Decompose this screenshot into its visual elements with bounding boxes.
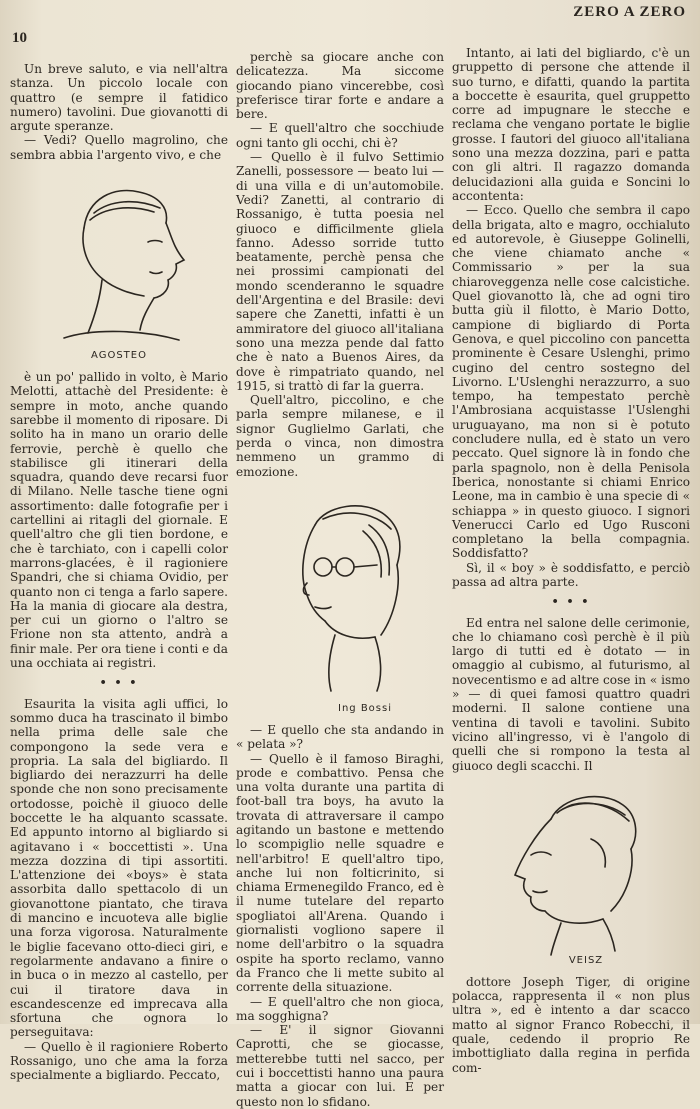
paragraph: Sì, il « boy » è soddisfatto, e perciò passa ad altra parte. xyxy=(452,560,690,589)
masthead: ZERO A ZERO xyxy=(573,4,686,20)
paragraph: Quell'altro, piccolino, e che parla sempre milanese, e il signor Guglielmo Garlati, che perda o vinca, non dimostra nemmeno un grammo di emozione. xyxy=(236,393,444,479)
paragraph: — Ecco. Quello che sembra il capo della brigata, alto e magro, occhialuto ed autorevole, è Giuseppe Golinelli, che viene chiamato anche « Commissario » per la sua chiaroveggenza nelle cose calcistiche. Quel giovanotto là, che ad ogni tiro butta giù il filotto, è Mario Dotto, campione di bigliardo di Porta Genova, e quel piccolino con pancetta prominente è Cesare Uslenghi, primo cugino del centro sostegno del Livorno. L'Uslenghi nerazzurro, a suo tempo, ha tempestato perchè l'Ambrosiana acquistasse l'Uslenghi uruguayano, ma non si è potuto concludere nulla, ed è stato un vero peccato. Quel signore là in fondo che parla spagnolo, non è della Penisola Iberica, nonostante si chiami Enrico Leone, ma in cambio è una specie di « schiappa » in questo giuoco. I signori Venerucci Carlo ed Ugo Rusconi completano la bella compagnia. Soddisfatto? xyxy=(452,203,690,561)
section-separator: • • • xyxy=(99,676,139,690)
paragraph: dottore Joseph Tiger, di origine polacca, rappresenta il « non plus ultra », ed è intento a dar scacco matto al signor Franco Robecchi, il quale, cedendo il proprio Re imbottigliato dalla regina in perfida com- xyxy=(452,974,690,1075)
paragraph: Esaurita la visita agli uffici, lo sommo duca ha trascinato il bimbo nella prima delle sale che compongono la sede vera e propria. La sala del bigliardo. Il bigliardo dei nerazzurri ha delle sponde che non sono precisamente ortodosse, poichè il giuoco delle boccette le ha alquanto scassate. Ed appunto intorno al bigliardo si agitavano i « boccettisti ». Una mezza dozzina di tipi assortiti. L'attenzione dei «boys» è stata assorbita dallo spettacolo di un giovanottone piantato, che tirava di mancino e incuoteva alle biglie una forza vigorosa. Naturalmente le biglie facevano otto-dieci giri, e regolarmente andavano a finire o in buca o in mezzo al castello, per cui il tiratore dava in escandescenze ed imprecava alla sfortuna che ognora lo perseguitava: xyxy=(10,696,228,1040)
paragraph: — Quello è il famoso Biraghi, prode e combattivo. Pensa che una volta durante una partita di foot-ball tra boys, ha avuto la trovata di attraversare il campo agitando un bastone e mettendo lo scompiglio nelle squadre e nell'arbitro! E quell'altro tipo, anche lui non folticrinito, si chiama Ermenegildo Franco, ed è il nume tutelare del reparto spogliatoi all'Arena. Quando i giornalisti vogliono sapere il nome dell'arbitro o la squadra ospite ha sporto reclamo, vanno da Franco che li mette subito al corrente della situazione. xyxy=(236,751,444,995)
section-separator: • • • xyxy=(551,595,591,609)
paragraph: è un po' pallido in volto, è Mario Melotti, attachè del Presidente: è sempre in moto, anche quando sarebbe il momento di riposare. Di solito ha in mano un orario delle ferrovie, perchè è quello che stabilisce gli itinerari della squadra, quando deve recarsi fuor di Milano. Nelle tasche tiene ogni assortimento: dalle fotografie per i cartellini ai ritagli del giornale. E quell'altro che gli tien bordone, e che è tarchiato, con i capelli color marrons-glacées, è il ragioniere Spandri, che si chiama Ovidio, per quanto non ci tenga a farlo sapere. Ha la mania di giocare ala destra, per cui un giorno o l'altro se Frione non sta attento, andrà a finir male. Per ora tiene i conti e da una occhiata ai registri. xyxy=(10,370,228,671)
paragraph: Intanto, ai lati del bigliardo, c'è un gruppetto di persone che attende il suo turno, e difatti, quando la partita a boccette è esaurita, quel gruppetto corre ad impugnare le stecche e reclama che vengano portate le biglie grosse. I fautori del giuoco all'italiana sono una mezza dozzina, pari e patta con gli altri. Il ragazzo domanda delucidazioni alla guida e Soncini lo accontenta: xyxy=(452,46,690,203)
column-3 xyxy=(452,46,690,1075)
sketch-caption: Ing Bossi xyxy=(338,702,392,714)
page-number: 10 xyxy=(12,30,27,46)
paragraph: — E quell'altro che socchiude ogni tanto gli occhi, chi è? xyxy=(236,121,444,150)
paragraph: Un breve saluto, e via nell'altra stanza. Un piccolo locale con quattro (e sempre il fatidico numero) tavolini. Due giovanotti di argute speranze. xyxy=(10,62,228,134)
caricature-sketch-bossi xyxy=(265,485,415,717)
paragraph: — E quello che sta andando in « pelata »? xyxy=(236,722,444,752)
column-2 xyxy=(236,50,444,1109)
sketch-caption: AGOSTEO xyxy=(91,350,147,362)
column-1 xyxy=(10,62,228,1083)
caricature-sketch-agosteo xyxy=(44,168,194,364)
paragraph: perchè sa giocare anche con delicatezza. Ma siccome giocando piano vincerebbe, così preferisce tirar forte e andare a bere. xyxy=(236,50,444,122)
paragraph: — Vedi? Quello magrolino, che sembra abbia l'argento vivo, e che xyxy=(10,133,228,162)
paragraph: — E' il signor Giovanni Caprotti, che se giocasse, metterebbe tutti nel sacco, per cui i boccettisti hanno una paura matta a giocar con lui. E per questo non lo sfidano. xyxy=(236,1023,444,1109)
paragraph: Ed entra nel salone delle cerimonie, che lo chiamano così perchè è il più largo di tutti ed è dotato — in omaggio al cubismo, al futurismo, al novecentismo e ad altre cose in « ismo » — di quei famosi quattro quadri moderni. Il salone contiene una ventina di tavoli e tavolini. Subito vicino all'ingresso, vi è l'angolo di quelli che si rompono la testa al giuoco degli scacchi. Il xyxy=(452,615,690,773)
caricature-sketch-veisz xyxy=(491,779,651,969)
paragraph: — Quello è il ragioniere Roberto Rossanigo, uno che ama la forza specialmente a bigliardo. Peccato, xyxy=(10,1039,228,1083)
sketch-caption: VEISZ xyxy=(568,954,604,966)
paragraph: — Quello è il fulvo Settimio Zanelli, possessore — beato lui — di una villa e di un'automobile. Vedi? Zanetti, al contrario di Rossanigo, è tutta poesia nel giuoco e difficilmente gliela fanno. Adesso sorride tutto beatamente, perchè pensa che nei prossimi campionati del mondo scenderanno le squadre dell'Argentina e del Brasile: devi sapere che Zanetti, infatti è un ammiratore del giuoco all'italiana sono una mezza pende dal fatto che è nato a Buenos Aires, da dove è rimpatriato quando, nel 1915, si trattò di far la guerra. xyxy=(236,150,444,393)
paragraph: — E quell'altro che non gioca, ma sogghigna? xyxy=(236,994,444,1023)
